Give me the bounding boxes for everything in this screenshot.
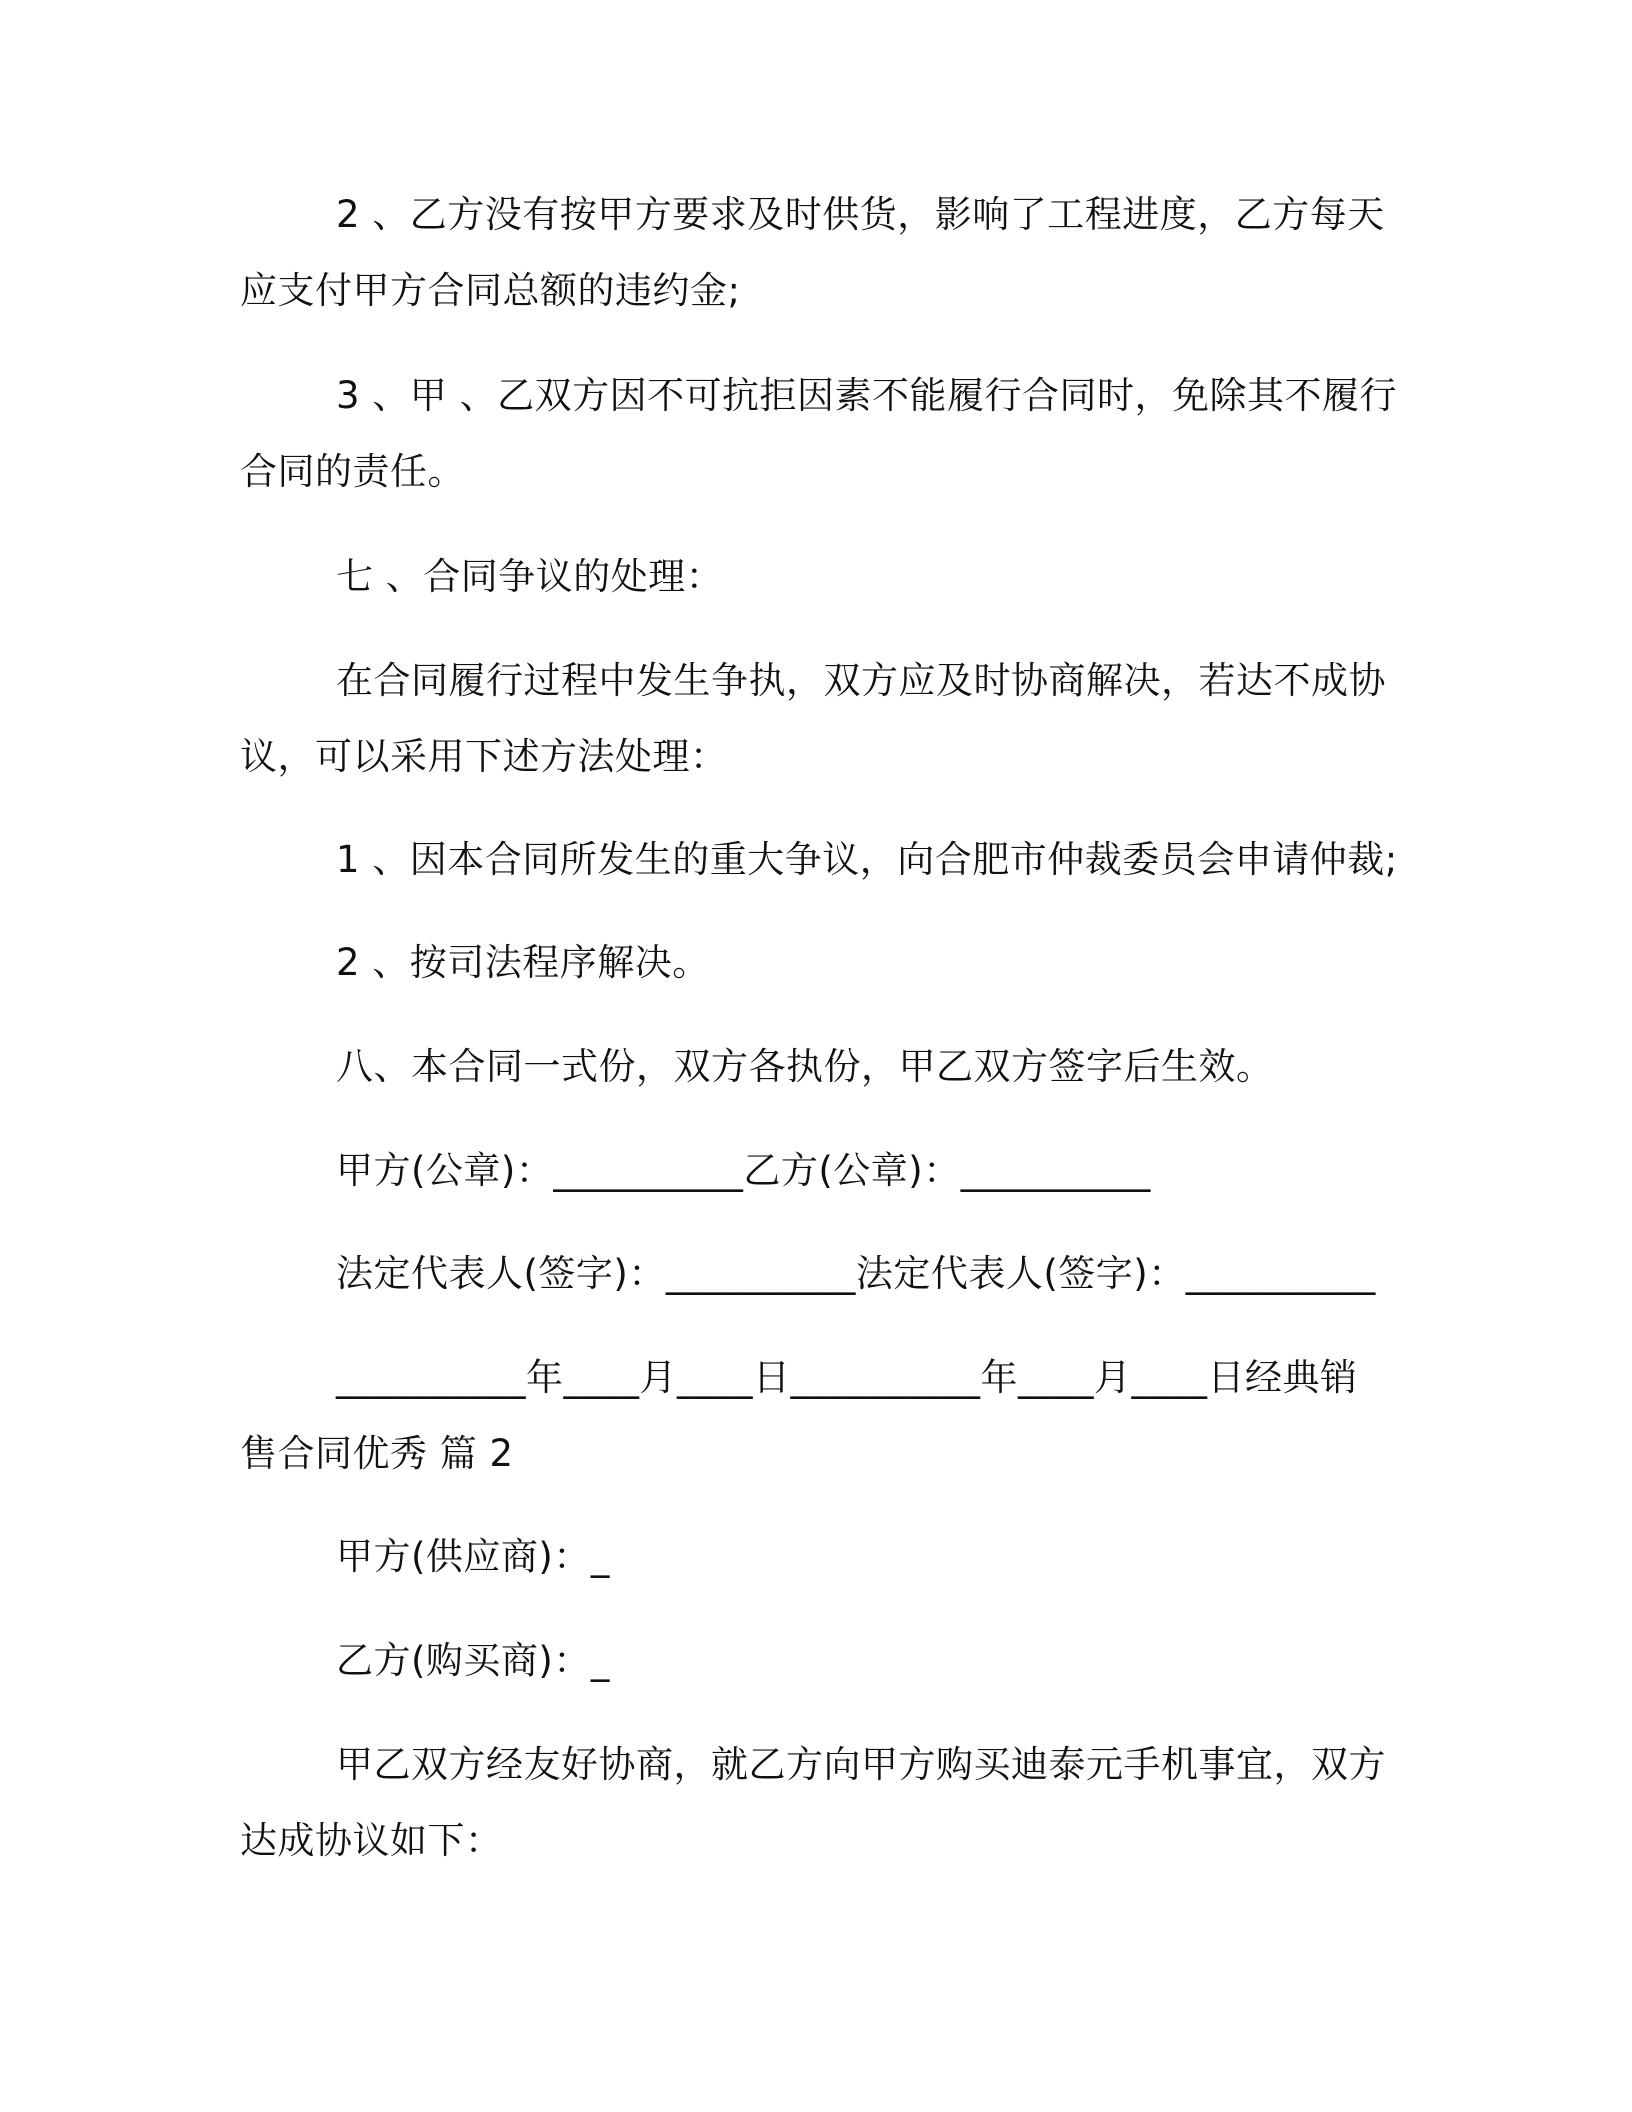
text-line: __________年____月____日__________年____月____日经典销 bbox=[336, 1356, 1358, 1399]
date-line-and-title bbox=[240, 1340, 1380, 1492]
party-a-supplier bbox=[240, 1519, 1380, 1595]
section-8 bbox=[240, 1029, 1380, 1105]
clause-7-2 bbox=[240, 925, 1380, 1001]
agreement-intro bbox=[240, 1727, 1386, 1879]
text-line: 甲乙双方经友好协商，就乙方向甲方购买迪泰元手机事宜，双方 bbox=[336, 1743, 1386, 1786]
text-line: 法定代表人(签字)：__________法定代表人(签字)：__________ bbox=[336, 1252, 1376, 1295]
text-line: 1 、因本合同所发生的重大争议，向合肥市仲裁委员会申请仲裁; bbox=[336, 838, 1398, 881]
text-line: 八、本合同一式份，双方各执份，甲乙双方签字后生效。 bbox=[336, 1045, 1274, 1088]
text-line: 乙方(购买商)：_ bbox=[336, 1639, 610, 1682]
section-title: 售合同优秀 篇 2 bbox=[240, 1432, 514, 1475]
representative-line bbox=[240, 1236, 1380, 1312]
section-7-heading bbox=[240, 539, 1380, 615]
text-line: 达成协议如下： bbox=[240, 1819, 503, 1862]
text-line: 在合同履行过程中发生争执，双方应及时协商解决，若达不成协 bbox=[336, 659, 1386, 702]
text-line: 甲方(公章)：__________乙方(公章)：__________ bbox=[336, 1149, 1151, 1192]
text-line: 3 、甲 、乙双方因不可抗拒因素不能履行合同时，免除其不履行 bbox=[336, 374, 1398, 417]
text-line: 应支付甲方合同总额的违约金; bbox=[240, 269, 741, 312]
text-line: 议，可以采用下述方法处理： bbox=[240, 735, 728, 778]
text-line: 2 、乙方没有按甲方要求及时供货，影响了工程进度，乙方每天 bbox=[336, 193, 1385, 236]
text-line: 合同的责任。 bbox=[240, 450, 465, 493]
clause-7-1 bbox=[240, 822, 1398, 898]
party-b-buyer bbox=[240, 1623, 1380, 1699]
clause-6-2 bbox=[240, 177, 1385, 329]
section-7-intro bbox=[240, 643, 1386, 795]
seal-line bbox=[240, 1133, 1380, 1209]
clause-6-3 bbox=[240, 358, 1398, 510]
text-line: 甲方(供应商)：_ bbox=[336, 1535, 610, 1578]
text-line: 2 、按司法程序解决。 bbox=[336, 941, 710, 984]
text-line: 七 、合同争议的处理： bbox=[336, 555, 724, 598]
